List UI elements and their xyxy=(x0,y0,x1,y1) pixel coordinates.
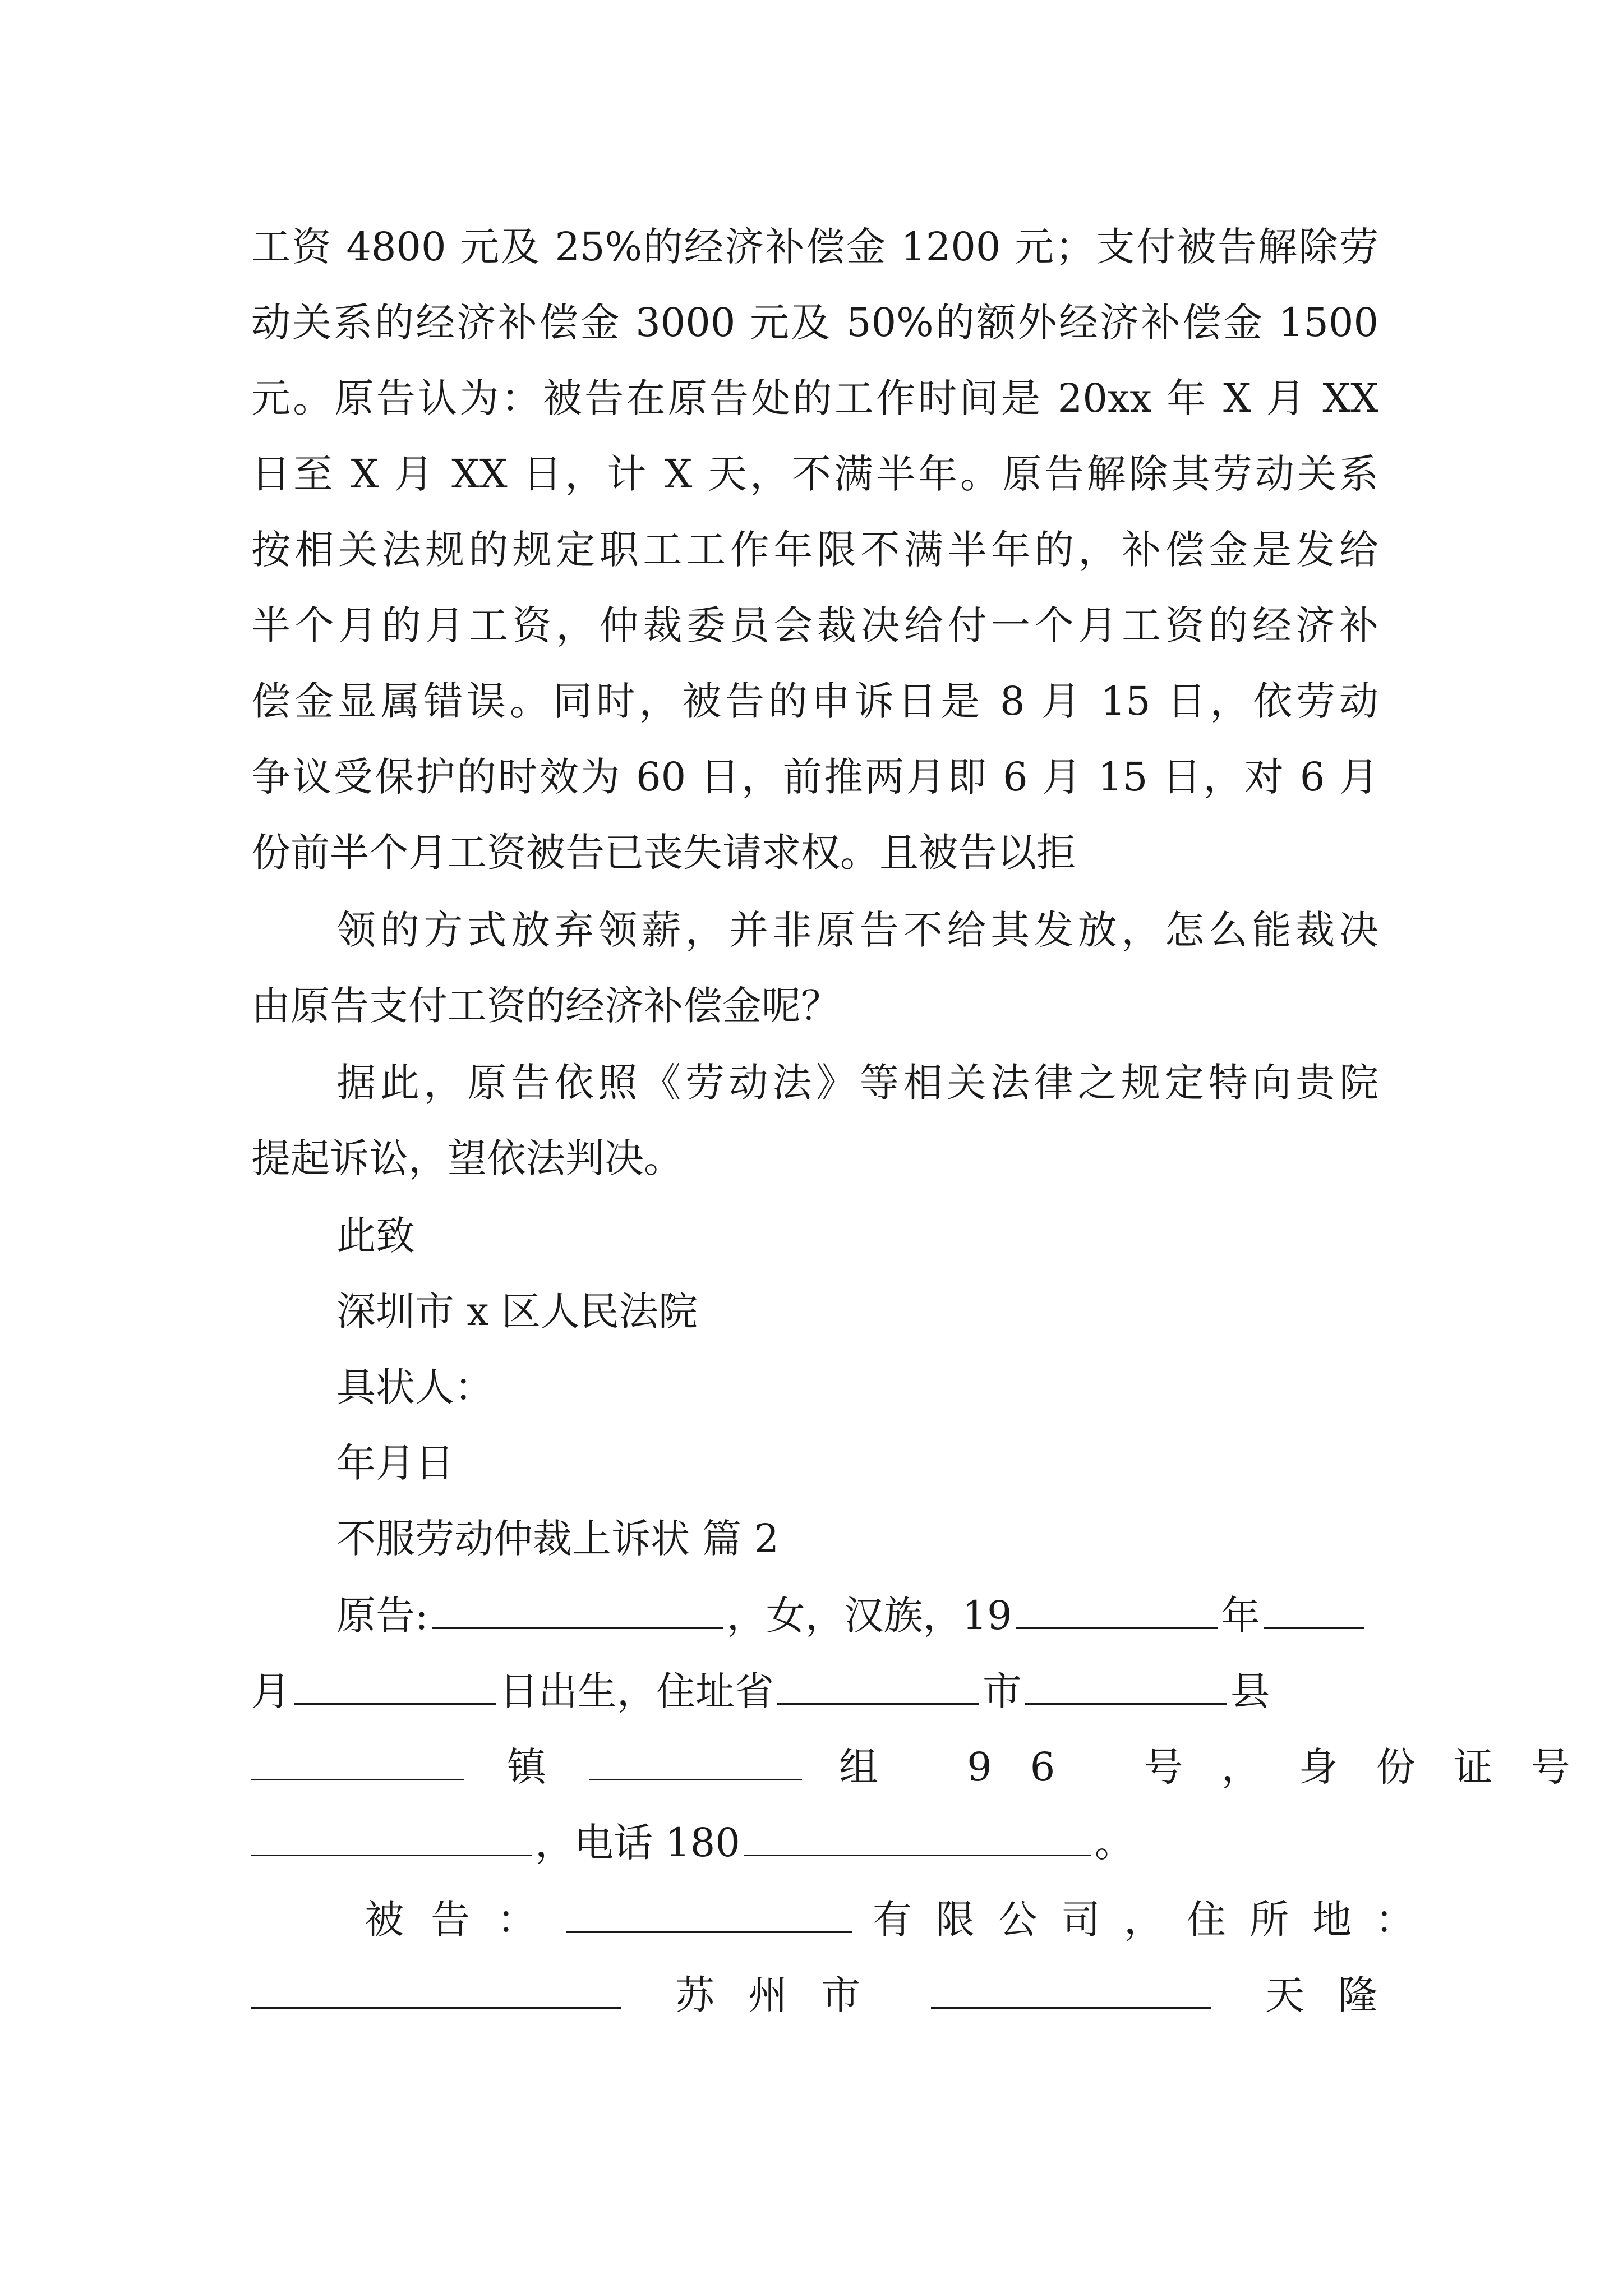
district-blank xyxy=(931,1972,1211,2009)
paragraph-line: 日至 X 月 XX 日，计 X 天，不满半年。原告解除其劳动关系 xyxy=(251,451,1378,497)
id-blank xyxy=(251,1820,532,1856)
paragraph-line: 领的方式放弃领薪，并非原告不给其发放，怎么能裁决 xyxy=(336,907,1378,953)
plaintiff-birth: 日出生，住址省 xyxy=(499,1668,774,1714)
plaintiff-gender: ，女，汉族，19 xyxy=(726,1593,1012,1639)
phone-blank xyxy=(744,1820,1091,1856)
plaintiff-group: 组 96 号，身份证号 xyxy=(839,1744,1608,1790)
company-blank xyxy=(566,1897,852,1933)
name-blank xyxy=(432,1593,723,1629)
plaintiff-year: 年 xyxy=(1220,1593,1260,1639)
plaintiff-line-1 xyxy=(336,1576,1378,1655)
day-blank xyxy=(294,1668,496,1705)
plaintiff-month: 月 xyxy=(251,1668,291,1714)
paragraph-line: 元。原告认为：被告在原告处的工作时间是 20xx 年 X 月 XX xyxy=(251,375,1378,421)
town-blank xyxy=(589,1744,802,1780)
paragraph-line: 动关系的经济补偿金 3000 元及 50%的额外经济补偿金 1500 xyxy=(251,300,1378,346)
salutation: 此致 xyxy=(336,1213,415,1259)
plaintiff-phone: ，电话 180 xyxy=(535,1820,740,1866)
defendant-district: 天隆 xyxy=(1265,1972,1411,2018)
court-name: 深圳市 x 区人民法院 xyxy=(336,1289,698,1335)
paragraph-line: 提起诉讼，望依法判决。 xyxy=(251,1135,683,1181)
paragraph-line: 份前半个月工资被告已丧失请求权。且被告以拒 xyxy=(251,830,1076,876)
plaintiff-city: 市 xyxy=(983,1668,1022,1714)
paragraph-line: 争议受保护的时效为 60 日，前推两月即 6 月 15 日，对 6 月 xyxy=(251,754,1378,800)
address-blank xyxy=(251,1972,621,2009)
plaintiff-county: 县 xyxy=(1230,1668,1270,1714)
date-label: 年月日 xyxy=(336,1440,454,1486)
paragraph-line: 由原告支付工资的经济补偿金呢？ xyxy=(251,983,840,1029)
defendant-label: 被告： xyxy=(365,1897,563,1943)
plaintiff-end: 。 xyxy=(1094,1820,1134,1866)
defendant-line-1 xyxy=(365,1880,1438,1959)
county-blank xyxy=(251,1744,464,1780)
defendant-city: 苏州市 xyxy=(675,1972,894,2018)
paragraph-line: 工资 4800 元及 25%的经济补偿金 1200 元；支付被告解除劳 xyxy=(251,224,1378,270)
city-blank xyxy=(1025,1668,1227,1705)
signer-label: 具状人： xyxy=(336,1364,494,1410)
defendant-company: 有限公司，住所地： xyxy=(873,1897,1438,1943)
plaintiff-line-2 xyxy=(251,1652,1378,1731)
paragraph-line: 据此，原告依照《劳动法》等相关法律之规定特向贵院 xyxy=(336,1060,1378,1106)
plaintiff-line-3 xyxy=(251,1728,1608,1806)
paragraph-line: 按相关法规的规定职工工作年限不满半年的，补偿金是发给 xyxy=(251,527,1378,573)
section-title: 不服劳动仲裁上诉状 篇 2 xyxy=(336,1516,780,1562)
plaintiff-label: 原告: xyxy=(336,1593,428,1639)
plaintiff-line-4 xyxy=(251,1803,1378,1882)
defendant-line-2 xyxy=(251,1956,1411,2035)
month-blank xyxy=(1264,1593,1364,1629)
province-blank xyxy=(777,1668,979,1705)
paragraph-line: 偿金显属错误。同时，被告的申诉日是 8 月 15 日，依劳动 xyxy=(251,678,1378,724)
plaintiff-town: 镇 xyxy=(507,1744,546,1790)
year-blank xyxy=(1016,1593,1218,1629)
paragraph-line: 半个月的月工资，仲裁委员会裁决给付一个月工资的经济补 xyxy=(251,602,1378,648)
